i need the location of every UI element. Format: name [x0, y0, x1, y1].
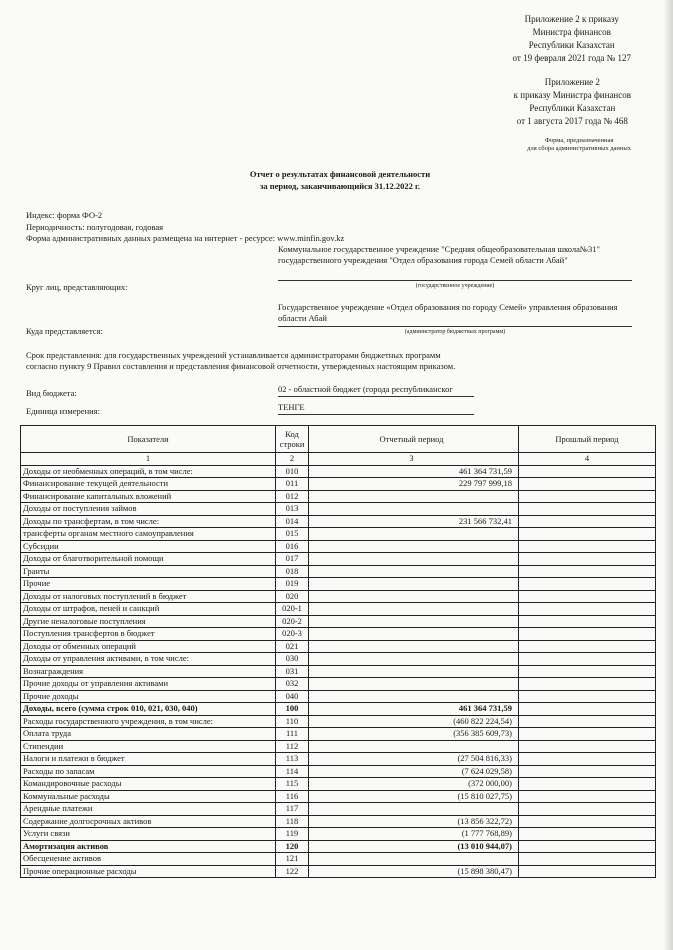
- row-current: [309, 615, 519, 628]
- row-name: Доходы от обменных операций: [21, 640, 276, 653]
- row-code: 017: [276, 553, 309, 566]
- row-name: Прочие доходы от управления активами: [21, 678, 276, 691]
- row-current: (13 010 944,07): [309, 840, 519, 853]
- table-header-row: [21, 426, 656, 453]
- row-name: Прочие доходы: [21, 690, 276, 703]
- row-prev: [519, 553, 656, 566]
- header-appendix-1: [513, 13, 631, 65]
- table-row: [21, 678, 656, 691]
- report-title: [160, 168, 520, 192]
- row-prev: [519, 765, 656, 778]
- row-code: 020: [276, 590, 309, 603]
- row-prev: [519, 778, 656, 791]
- budget-value: 02 - областной бюджет (города республиканског: [278, 384, 453, 394]
- table-row: [21, 778, 656, 791]
- row-name: Прочие операционные расходы: [21, 865, 276, 878]
- row-current: (7 624 029,58): [309, 765, 519, 778]
- table-row: [21, 653, 656, 666]
- form-note: [527, 137, 631, 153]
- row-name: Доходы от управления активами, в том числе:: [21, 653, 276, 666]
- row-prev: [519, 853, 656, 866]
- table-row: [21, 565, 656, 578]
- row-prev: [519, 590, 656, 603]
- table-row: [21, 765, 656, 778]
- row-prev: [519, 515, 656, 528]
- row-prev: [519, 665, 656, 678]
- table-row: [21, 815, 656, 828]
- col-header-prev: Прошлый период: [519, 426, 656, 453]
- header-line: Министра финансов: [532, 27, 611, 37]
- row-prev: [519, 690, 656, 703]
- row-current: 461 364 731,59: [309, 703, 519, 716]
- row-code: 117: [276, 803, 309, 816]
- table-row: [21, 828, 656, 841]
- where-caption: (администратор бюджетных программ): [404, 329, 506, 335]
- table-row: [21, 515, 656, 528]
- row-name: Доходы от налоговых поступлений в бюджет: [21, 590, 276, 603]
- row-current: (13 856 322,72): [309, 815, 519, 828]
- row-current: [309, 653, 519, 666]
- row-current: [309, 628, 519, 641]
- table-row: [21, 665, 656, 678]
- table-row: [21, 840, 656, 853]
- row-prev: [519, 753, 656, 766]
- row-name: трансферты органам местного самоуправления: [21, 528, 276, 541]
- row-code: 015: [276, 528, 309, 541]
- table-row: [21, 478, 656, 491]
- table-body: [21, 465, 656, 878]
- col-header-code: Код строки: [276, 426, 309, 453]
- budget-underline: [278, 396, 474, 397]
- row-name: Оплата труда: [21, 728, 276, 741]
- table-row: [21, 553, 656, 566]
- table-row: [21, 528, 656, 541]
- row-name: Финансирование текущей деятельности: [21, 478, 276, 491]
- row-current: [309, 853, 519, 866]
- header-line: к приказу Министра финансов: [513, 90, 631, 100]
- row-name: Арендные платежи: [21, 803, 276, 816]
- row-prev: [519, 628, 656, 641]
- where-label: Куда представляется:: [26, 326, 103, 336]
- col-number: 4: [519, 453, 656, 466]
- row-current: 231 566 732,41: [309, 515, 519, 528]
- table-row: [21, 615, 656, 628]
- row-prev: [519, 653, 656, 666]
- table-row: [21, 690, 656, 703]
- row-code: 120: [276, 840, 309, 853]
- row-prev: [519, 715, 656, 728]
- row-prev: [519, 490, 656, 503]
- row-prev: [519, 603, 656, 616]
- row-code: 112: [276, 740, 309, 753]
- row-prev: [519, 503, 656, 516]
- table-row: [21, 578, 656, 591]
- row-current: [309, 565, 519, 578]
- row-current: 461 364 731,59: [309, 465, 519, 478]
- row-current: [309, 690, 519, 703]
- row-name: Гранты: [21, 565, 276, 578]
- row-code: 116: [276, 790, 309, 803]
- table-row: [21, 590, 656, 603]
- budget-label: Вид бюджета:: [26, 388, 77, 398]
- form-note-line: для сбора административных данных: [527, 145, 631, 152]
- row-name: Доходы от необменных операций, в том числе:: [21, 465, 276, 478]
- table-row: [21, 603, 656, 616]
- row-current: [309, 528, 519, 541]
- row-prev: [519, 615, 656, 628]
- table-row: [21, 853, 656, 866]
- where-value: Государственное учреждение «Отдел образования по городу Семей» управления образования области Абай: [278, 302, 618, 323]
- row-code: 016: [276, 540, 309, 553]
- header-line: от 19 февраля 2021 года № 127: [512, 53, 631, 63]
- row-code: 100: [276, 703, 309, 716]
- row-current: (15 810 027,75): [309, 790, 519, 803]
- row-current: [309, 503, 519, 516]
- circle-caption: (государственное учреждение): [415, 283, 495, 289]
- row-code: 020-1: [276, 603, 309, 616]
- header-line: Республики Казахстан: [529, 103, 616, 113]
- row-prev: [519, 465, 656, 478]
- row-current: 229 797 999,18: [309, 478, 519, 491]
- col-number: 1: [21, 453, 276, 466]
- row-name: Субсидии: [21, 540, 276, 553]
- row-current: [309, 578, 519, 591]
- row-prev: [519, 828, 656, 841]
- row-prev: [519, 528, 656, 541]
- row-prev: [519, 865, 656, 878]
- row-name: Стипендии: [21, 740, 276, 753]
- title-line: за период, заканчивающийся 31.12.2022 г.: [259, 181, 421, 191]
- table-row: [21, 640, 656, 653]
- row-code: 018: [276, 565, 309, 578]
- row-code: 010: [276, 465, 309, 478]
- row-name: Доходы от штрафов, пеней и санкций: [21, 603, 276, 616]
- row-name: Другие неналоговые поступления: [21, 615, 276, 628]
- row-name: Финансирование капитальных вложений: [21, 490, 276, 503]
- unit-value: ТЕНГЕ: [278, 402, 305, 412]
- internet-resource: Форма административных данных размещена на интернет - ресурсе: www.minfin.gov.kz: [26, 233, 345, 243]
- row-name: Расходы по запасам: [21, 765, 276, 778]
- table-row: [21, 715, 656, 728]
- table-row: [21, 865, 656, 878]
- row-prev: [519, 540, 656, 553]
- table-row: [21, 740, 656, 753]
- row-current: [309, 640, 519, 653]
- row-current: (356 385 609,73): [309, 728, 519, 741]
- row-current: [309, 490, 519, 503]
- row-code: 118: [276, 815, 309, 828]
- row-prev: [519, 703, 656, 716]
- scan-edge-shadow: [663, 0, 673, 950]
- row-name: Доходы от поступления займов: [21, 503, 276, 516]
- deadline-line-1: Срок представления: для государственных учреждений устанавливается администраторами бюджетных программ: [26, 350, 441, 360]
- header-line: Приложение 2: [544, 77, 600, 87]
- row-current: (372 000,00): [309, 778, 519, 791]
- row-code: 040: [276, 690, 309, 703]
- row-code: 032: [276, 678, 309, 691]
- row-code: 020-2: [276, 615, 309, 628]
- table-row: [21, 540, 656, 553]
- row-name: Обесценение активов: [21, 853, 276, 866]
- row-current: [309, 603, 519, 616]
- col-number: 2: [276, 453, 309, 466]
- row-code: 021: [276, 640, 309, 653]
- row-current: [309, 803, 519, 816]
- row-current: (27 504 816,33): [309, 753, 519, 766]
- row-prev: [519, 578, 656, 591]
- row-current: (1 777 768,89): [309, 828, 519, 841]
- row-name: Командировочные расходы: [21, 778, 276, 791]
- periodicity: Периодичность: полугодовая, годовая: [26, 222, 164, 232]
- where-underline: [278, 326, 632, 327]
- row-current: [309, 740, 519, 753]
- col-header-indicators: Показатели: [21, 426, 276, 453]
- row-prev: [519, 790, 656, 803]
- row-name: Содержание долгосрочных активов: [21, 815, 276, 828]
- row-name: Амортизация активов: [21, 840, 276, 853]
- col-number: 3: [309, 453, 519, 466]
- table-number-row: [21, 453, 656, 466]
- unit-label: Единица измерения:: [26, 406, 100, 416]
- row-code: 121: [276, 853, 309, 866]
- row-code: 011: [276, 478, 309, 491]
- header-line: от 1 августа 2017 года № 468: [516, 116, 628, 126]
- row-code: 119: [276, 828, 309, 841]
- row-current: [309, 540, 519, 553]
- row-prev: [519, 815, 656, 828]
- row-code: 110: [276, 715, 309, 728]
- row-code: 019: [276, 578, 309, 591]
- header-appendix-2: [514, 76, 631, 128]
- table-row: [21, 490, 656, 503]
- circle-value: Коммунальное государственное учреждение "Средняя общеобразовательная школа№31" государственного учреждения "Отдел образования города Семей области Абай": [278, 244, 601, 265]
- table-row: [21, 803, 656, 816]
- row-name: Коммунальные расходы: [21, 790, 276, 803]
- header-line: Приложение 2 к приказу: [524, 14, 619, 24]
- row-name: Услуги связи: [21, 828, 276, 841]
- row-code: 013: [276, 503, 309, 516]
- row-prev: [519, 478, 656, 491]
- row-code: 030: [276, 653, 309, 666]
- row-current: [309, 590, 519, 603]
- title-line: Отчет о результатах финансовой деятельности: [249, 169, 431, 179]
- row-current: [309, 678, 519, 691]
- row-prev: [519, 640, 656, 653]
- row-prev: [519, 678, 656, 691]
- row-code: 012: [276, 490, 309, 503]
- table-row: [21, 628, 656, 641]
- row-code: 111: [276, 728, 309, 741]
- table-row: [21, 790, 656, 803]
- row-name: Доходы по трансфертам, в том числе:: [21, 515, 276, 528]
- row-name: Вознаграждения: [21, 665, 276, 678]
- table-row: [21, 728, 656, 741]
- row-prev: [519, 728, 656, 741]
- circle-underline: [278, 280, 632, 281]
- row-name: Доходы от благотворительной помощи: [21, 553, 276, 566]
- row-current: [309, 665, 519, 678]
- row-current: [309, 553, 519, 566]
- row-code: 020-3: [276, 628, 309, 641]
- row-name: Расходы государственного учреждения, в том числе:: [21, 715, 276, 728]
- row-name: Поступления трансфертов в бюджет: [21, 628, 276, 641]
- row-name: Налоги и платежи в бюджет: [21, 753, 276, 766]
- row-code: 114: [276, 765, 309, 778]
- row-prev: [519, 803, 656, 816]
- form-index: Индекс: форма ФО-2: [26, 210, 103, 220]
- table-row: [21, 465, 656, 478]
- form-note-line: Форма, предназначенная: [544, 137, 614, 144]
- row-code: 115: [276, 778, 309, 791]
- row-code: 031: [276, 665, 309, 678]
- header-line: Республики Казахстан: [528, 40, 615, 50]
- row-prev: [519, 740, 656, 753]
- row-code: 113: [276, 753, 309, 766]
- table-row: [21, 503, 656, 516]
- row-prev: [519, 840, 656, 853]
- unit-underline: [278, 414, 474, 415]
- row-code: 014: [276, 515, 309, 528]
- row-name: Прочие: [21, 578, 276, 591]
- circle-label: Круг лиц, представляющих:: [26, 282, 128, 292]
- table-row: [21, 753, 656, 766]
- financial-results-table: [20, 425, 656, 878]
- deadline-line-2: согласно пункту 9 Правил составления и представления финансовой отчетности, утвержденных настоящим приказом.: [26, 361, 456, 371]
- row-prev: [519, 565, 656, 578]
- row-current: (460 822 224,54): [309, 715, 519, 728]
- col-header-current: Отчетный период: [309, 426, 519, 453]
- table-row: [21, 703, 656, 716]
- row-name: Доходы, всего (сумма строк 010, 021, 030, 040): [21, 703, 276, 716]
- row-current: (15 898 380,47): [309, 865, 519, 878]
- row-code: 122: [276, 865, 309, 878]
